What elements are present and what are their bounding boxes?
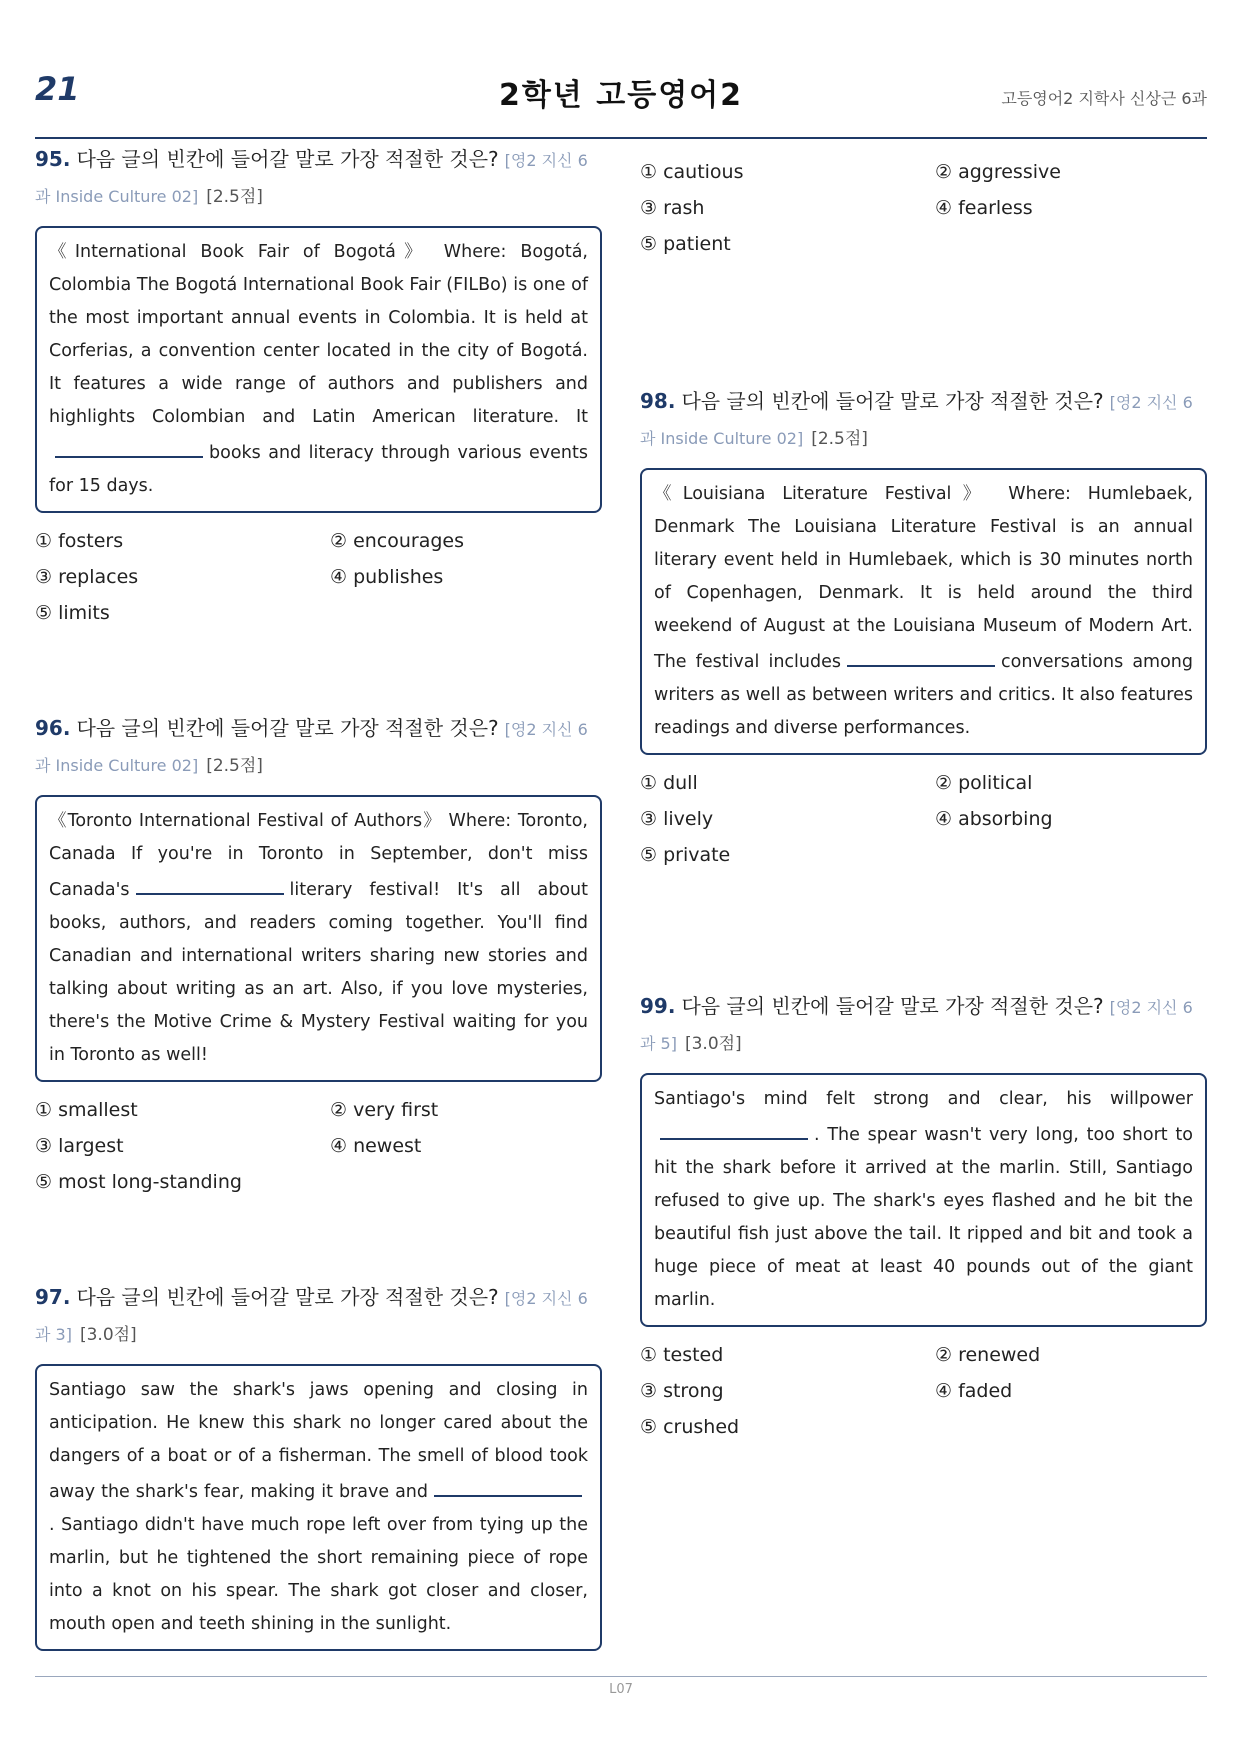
option-4[interactable]: ④ newest: [330, 1135, 422, 1157]
passage-text-before: 《International Book Fair of Bogotá》 Where: Bogotá, Colombia The Bogotá International Book Fair (FILBo) is one of the most important annual events in Colombia. It is held at Corferias, a convention center located in the city of Bogotá. It features a wide range of authors and publishers and highlights Colombian and Latin American literature. It: [49, 242, 588, 427]
option-1[interactable]: ① dull: [640, 772, 698, 794]
question-source: [영2 지신 6과 5]: [640, 998, 1193, 1053]
answer-blank: [660, 1116, 808, 1140]
passage-text-before: 《Louisiana Literature Festival》 Where: Humlebaek, Denmark The Louisiana Literature Festival is an annual literary event held in Humlebaek, which is 30 minutes north of Copenhagen, Denmark. It is held around the third weekend of August at the Louisiana Museum of Modern Art. The festival includes: [654, 484, 1193, 672]
answer-blank: [434, 1473, 582, 1497]
question-points: [3.0점]: [79, 1325, 137, 1345]
footer-divider: [35, 1676, 1207, 1677]
passage-text-after: literary festival! It's all about books, authors, and readers coming together. You'll find Canadian and international writers sharing new stories and talking about writing as an art. Also, if you love mysteries, there's the Motive Crime & Mystery Festival waiting for you in Toronto as well!: [49, 880, 588, 1065]
option-4[interactable]: ④ fearless: [935, 197, 1033, 219]
option-2[interactable]: ② renewed: [935, 1344, 1041, 1366]
question-points: [2.5점]: [206, 756, 263, 776]
question-header: [35, 142, 602, 214]
question-prompt: 다음 글의 빈칸에 들어갈 말로 가장 적절한 것은?: [76, 147, 499, 171]
question-points: [3.0점]: [684, 1034, 742, 1054]
answer-blank: [55, 434, 203, 458]
option-3[interactable]: ③ rash: [640, 197, 705, 219]
answer-options: [640, 765, 1207, 873]
passage-box: [35, 1364, 602, 1651]
passage-text-after: . The spear wasn't very long, too short to hit the shark before it arrived at the marlin. Still, Santiago refused to give up. The shark's eyes flashed and he bit the beautiful fish just above the tail. It ripped and bit and took a huge piece of meat at least 40 pounds out of the giant marlin.: [654, 1125, 1193, 1310]
option-4[interactable]: ④ faded: [935, 1380, 1013, 1402]
option-4[interactable]: ④ absorbing: [935, 808, 1053, 830]
question-source: [영2 지신 6과 Inside Culture 02]: [35, 151, 588, 206]
page-header: [35, 70, 1207, 130]
option-1[interactable]: ① cautious: [640, 161, 744, 183]
answer-options: [35, 1092, 602, 1200]
question-source: [영2 지신 6과 3]: [35, 1289, 588, 1344]
passage-box: [35, 795, 602, 1082]
answer-blank: [136, 871, 284, 895]
question-prompt: 다음 글의 빈칸에 들어갈 말로 가장 적절한 것은?: [681, 389, 1104, 413]
question-prompt: 다음 글의 빈칸에 들어갈 말로 가장 적절한 것은?: [681, 994, 1104, 1018]
option-2[interactable]: ② encourages: [330, 530, 465, 552]
option-5[interactable]: ⑤ patient: [640, 233, 731, 255]
page-number: 21: [35, 70, 80, 108]
option-3[interactable]: ③ largest: [35, 1135, 124, 1157]
answer-options: [35, 523, 602, 631]
question-prompt: 다음 글의 빈칸에 들어갈 말로 가장 적절한 것은?: [76, 716, 499, 740]
question-number: 95.: [35, 147, 71, 171]
passage-box: [35, 226, 602, 513]
question-source: [영2 지신 6과 Inside Culture 02]: [640, 393, 1193, 448]
passage-text-after: books and literacy through various events for 15 days.: [49, 443, 588, 496]
option-1[interactable]: ① tested: [640, 1344, 724, 1366]
option-5[interactable]: ⑤ most long-standing: [35, 1171, 242, 1193]
option-3[interactable]: ③ strong: [640, 1380, 724, 1402]
question-99: [640, 989, 1207, 1445]
option-5[interactable]: ⑤ crushed: [640, 1416, 740, 1438]
option-2[interactable]: ② aggressive: [935, 161, 1061, 183]
page-subtitle: 고등영어2 지학사 신상근 6과: [1001, 89, 1207, 108]
question-header: [640, 989, 1207, 1061]
question-96: [35, 711, 602, 1200]
question-points: [2.5점]: [206, 187, 263, 207]
question-number: 98.: [640, 389, 676, 413]
passage-text-before: Santiago saw the shark's jaws opening and closing in anticipation. He knew this shark no longer cared about the dangers of a boat or of a fisherman. The smell of blood took away the shark's fear, making it brave and: [49, 1380, 588, 1502]
passage-text-after: conversations among writers as well as between writers and critics. It also features readings and diverse performances.: [654, 652, 1193, 738]
footer-label: L07: [609, 1682, 633, 1697]
question-98: [640, 384, 1207, 873]
question-number: 99.: [640, 994, 676, 1018]
question-95: [35, 142, 602, 631]
answer-blank: [847, 643, 995, 667]
passage-text-after: . Santiago didn't have much rope left over from tying up the marlin, but he tightened the short remaining piece of rope into a knot on his spear. The shark got closer and closer, mouth open and teeth shining in the sunlight.: [49, 1515, 588, 1634]
option-2[interactable]: ② political: [935, 772, 1033, 794]
passage-box: [640, 1073, 1207, 1327]
option-1[interactable]: ① fosters: [35, 530, 124, 552]
option-3[interactable]: ③ lively: [640, 808, 714, 830]
page-title: 2학년 고등영어2: [498, 78, 744, 113]
question-number: 96.: [35, 716, 71, 740]
question-97: [35, 1280, 602, 1651]
question-points: [2.5점]: [811, 429, 868, 449]
question-header: [640, 384, 1207, 456]
option-4[interactable]: ④ publishes: [330, 566, 444, 588]
answer-options: [640, 154, 1207, 262]
passage-box: [640, 468, 1207, 755]
option-5[interactable]: ⑤ private: [640, 844, 731, 866]
header-divider: [35, 137, 1207, 139]
option-5[interactable]: ⑤ limits: [35, 602, 110, 624]
question-header: [35, 1280, 602, 1352]
option-1[interactable]: ① smallest: [35, 1099, 138, 1121]
answer-options: [640, 1337, 1207, 1445]
question-97-options: [640, 154, 1207, 262]
passage-text-before: Santiago's mind felt strong and clear, his willpower: [654, 1089, 1193, 1109]
passage-text-before: 《Toronto International Festival of Authors》 Where: Toronto, Canada If you're in Toronto in September, don't miss Canada's: [49, 811, 588, 900]
option-2[interactable]: ② very first: [330, 1099, 439, 1121]
question-header: [35, 711, 602, 783]
question-number: 97.: [35, 1285, 71, 1309]
question-prompt: 다음 글의 빈칸에 들어갈 말로 가장 적절한 것은?: [76, 1285, 499, 1309]
option-3[interactable]: ③ replaces: [35, 566, 139, 588]
question-source: [영2 지신 6과 Inside Culture 02]: [35, 720, 588, 775]
